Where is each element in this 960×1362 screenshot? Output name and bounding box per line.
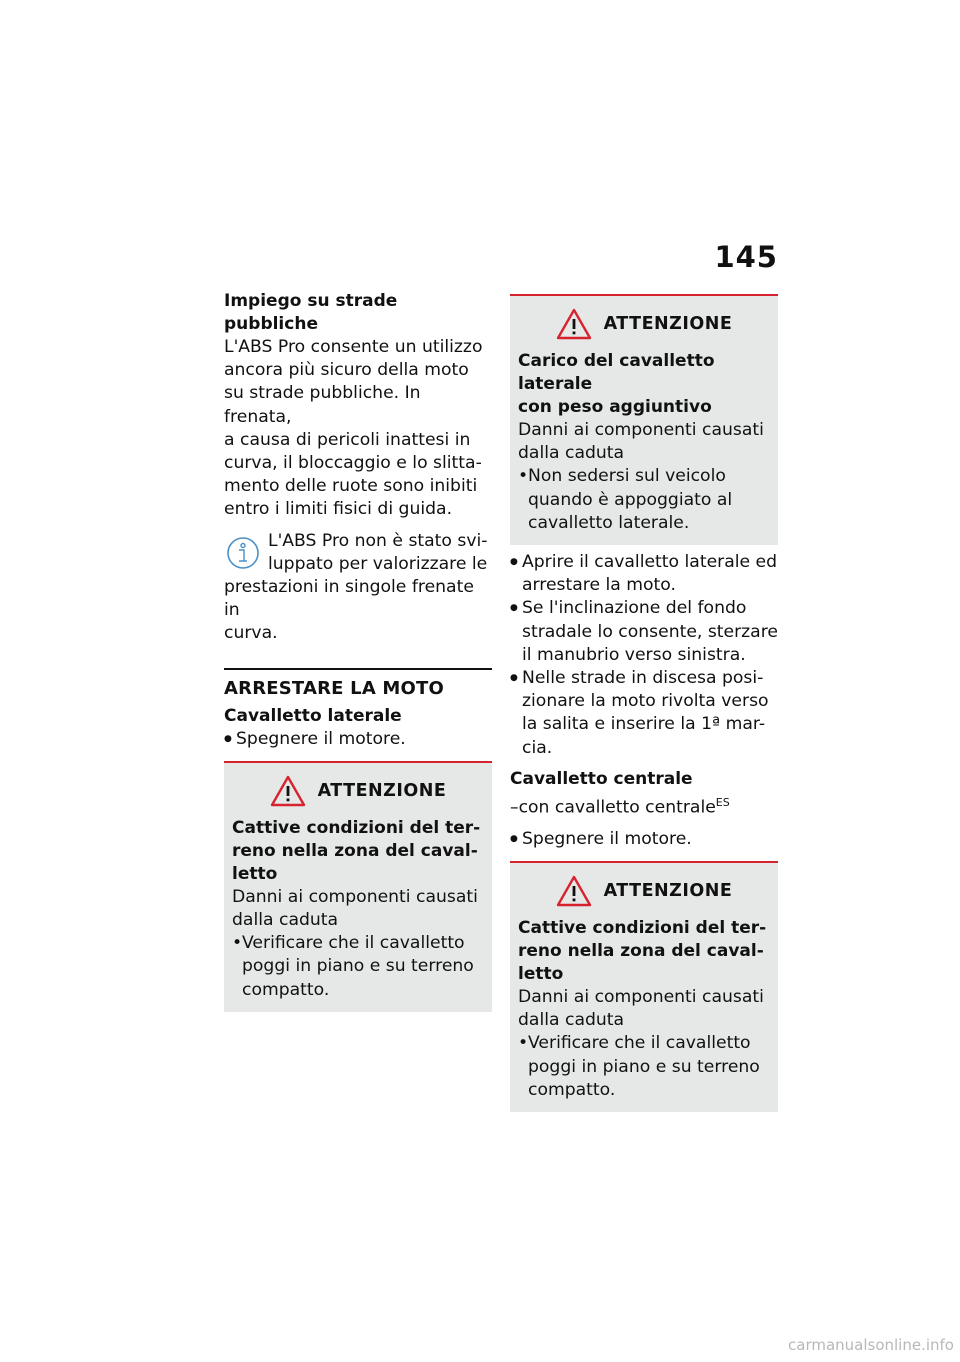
text-line: dalla caduta xyxy=(518,443,625,464)
warning-body xyxy=(232,886,484,932)
text-line: letto xyxy=(232,863,278,884)
warning-icon xyxy=(270,775,306,807)
warning-subtitle xyxy=(518,917,770,986)
left-column xyxy=(224,290,492,1012)
warning-header xyxy=(518,308,770,340)
text-line: dalla caduta xyxy=(232,910,339,931)
text-line: Carico del cavalletto laterale xyxy=(518,351,715,394)
list-item xyxy=(232,932,484,1002)
option-line xyxy=(510,791,778,820)
warning-title: ATTENZIONE xyxy=(603,314,733,334)
text-line: curva, il bloccaggio e lo slitta- xyxy=(224,453,482,474)
text-line: prestazioni in singole frenate in xyxy=(224,577,474,621)
bullet-list xyxy=(510,828,778,851)
warning-box xyxy=(510,294,778,545)
text-line: ancora più sicuro della moto xyxy=(224,360,469,381)
text-line: cia. xyxy=(522,737,553,758)
subheading-side-stand: Cavalletto laterale xyxy=(224,705,402,726)
warning-header xyxy=(232,775,484,807)
list-item xyxy=(510,551,778,597)
warning-body xyxy=(518,986,770,1032)
text-line: curva. xyxy=(224,623,278,644)
text-line: poggi in piano e su terreno xyxy=(528,1056,760,1077)
warning-box xyxy=(224,761,492,1012)
text-line: ● Se l'inclinazione del fondo xyxy=(522,598,747,619)
text-line: cavalletto laterale. xyxy=(528,512,690,533)
list-item: ● Spegnere il motore. xyxy=(510,828,778,851)
text-line: il manubrio verso sinistra. xyxy=(522,644,746,665)
text-line: compatto. xyxy=(528,1079,616,1100)
text-line: letto xyxy=(518,963,564,984)
text-line: ● Nelle strade in discesa posi- xyxy=(522,668,764,689)
warning-icon xyxy=(556,308,592,340)
list-item xyxy=(518,465,770,535)
warning-bullets xyxy=(232,932,484,1002)
info-icon xyxy=(226,536,260,570)
text-line: L'ABS Pro non è stato svi- xyxy=(268,530,488,551)
section-title: ARRESTARE LA MOTO xyxy=(224,668,492,699)
bullet-list xyxy=(510,551,778,760)
warning-bullets xyxy=(518,1032,770,1102)
dash-mark: – xyxy=(510,797,519,818)
text-line: a causa di pericoli inattesi in xyxy=(224,429,471,450)
list-item xyxy=(510,597,778,667)
warning-title: ATTENZIONE xyxy=(603,880,733,901)
subheading-center-stand: Cavalletto centrale xyxy=(510,768,693,789)
text-line: • Non sedersi sul veicolo xyxy=(528,466,726,487)
list-item xyxy=(518,1032,770,1102)
warning-box xyxy=(510,861,778,1112)
list-item: ● Spegnere il motore. xyxy=(224,728,492,751)
text-line: stradale lo consente, sterzare xyxy=(522,621,778,642)
text-line: ● Aprire il cavalletto laterale ed xyxy=(522,552,778,573)
text-line: poggi in piano e su terreno xyxy=(242,956,474,977)
text-line: Cattive condizioni del ter- xyxy=(518,917,767,938)
text-line: Danni ai componenti causati xyxy=(232,886,478,907)
text-line: Cattive condizioni del ter- xyxy=(232,817,481,838)
warning-header xyxy=(518,875,770,907)
warning-title: ATTENZIONE xyxy=(317,780,447,801)
warning-bullets xyxy=(518,465,770,535)
warning-subtitle xyxy=(232,817,484,886)
text-line: • Verificare che il cavalletto xyxy=(528,1033,751,1054)
text-line: reno nella zona del caval- xyxy=(232,840,478,861)
heading-public-roads: Impiego su strade pubbliche xyxy=(224,291,398,334)
page-number: 145 xyxy=(714,240,778,274)
warning-subtitle xyxy=(518,350,770,419)
text-line: mento delle ruote sono inibiti xyxy=(224,476,478,497)
info-note xyxy=(224,530,492,646)
text-line: entro i limiti fisici di guida. xyxy=(224,499,453,520)
warning-icon xyxy=(556,875,592,907)
text-line: L'ABS Pro consente un utilizzo xyxy=(224,337,483,357)
text-line: Danni ai componenti causati xyxy=(518,986,764,1007)
text-line: • Verificare che il cavalletto xyxy=(242,933,465,954)
option-code: ES xyxy=(715,795,730,809)
text-line: zionare la moto rivolta verso xyxy=(522,691,769,712)
right-column xyxy=(510,292,778,1112)
text-line: luppato per valorizzare le xyxy=(268,553,488,574)
text-line: con peso aggiuntivo xyxy=(518,397,712,417)
watermark: carmanualsonline.info xyxy=(788,1336,954,1354)
text-line: la salita e inserire la 1ª mar- xyxy=(522,714,766,735)
warning-body xyxy=(518,419,770,465)
text-line: compatto. xyxy=(242,979,330,1000)
text-line: su strade pubbliche. In frenata, xyxy=(224,383,421,427)
text-line: quando è appoggiato al xyxy=(528,489,733,510)
text-line: Danni ai componenti causati xyxy=(518,420,764,440)
paragraph-abs-pro xyxy=(224,336,492,522)
text-line: arrestare la moto. xyxy=(522,575,676,596)
list-item xyxy=(510,667,778,760)
text-line: dalla caduta xyxy=(518,1010,625,1031)
option-text: con cavalletto centrale xyxy=(518,797,716,818)
bullet-list xyxy=(224,728,492,751)
text-line: reno nella zona del caval- xyxy=(518,940,764,961)
